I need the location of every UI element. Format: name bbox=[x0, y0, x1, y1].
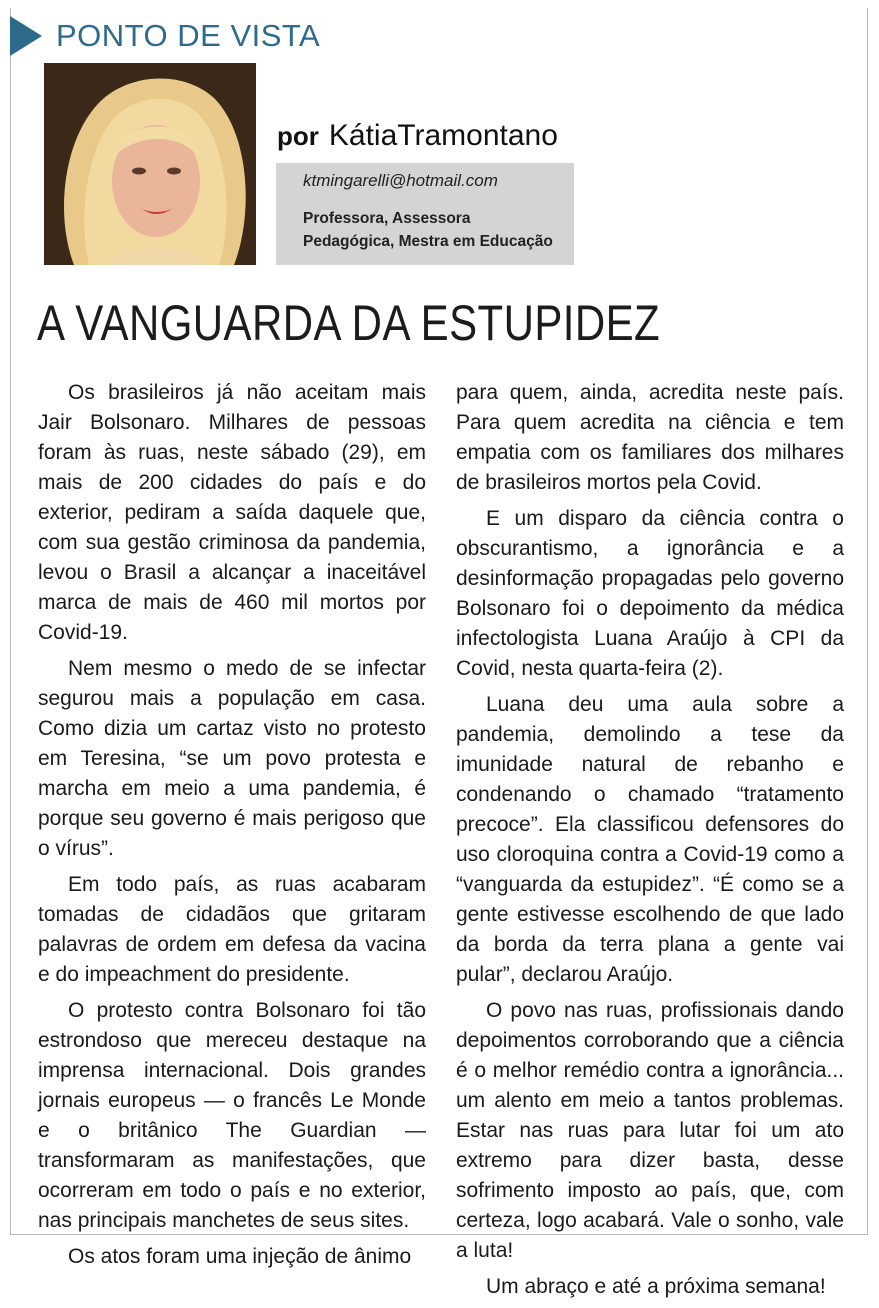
author-role-line: Professora, Assessora bbox=[303, 210, 471, 227]
article-paragraph: Os atos foram uma injeção de ânimo bbox=[68, 1245, 412, 1268]
author-portrait-image bbox=[44, 63, 256, 265]
author-role bbox=[303, 207, 553, 253]
author-email[interactable]: ktmingarelli@hotmail.com bbox=[303, 171, 498, 190]
article-paragraph: O protesto contra Bolsonaro foi tão estrondoso que mereceu destaque na imprensa internacional. Dois grandes jornais europeus — o francês Le Monde e o britânico The Guardian — transformaram as manifestações, que ocorreram em todo o país e no exterior, nas principais manchetes de seus sites. bbox=[38, 999, 426, 1232]
article-paragraph: Um abraço e até a próxima semana! bbox=[486, 1275, 826, 1298]
section-arrow-icon bbox=[10, 16, 42, 56]
article-paragraph: para quem, ainda, acredita neste país. Para quem acredita na ciência e tem empatia com os familiares dos milhares de brasileiros mortos pela Covid. bbox=[456, 381, 844, 494]
article-paragraph: O povo nas ruas, profissionais dando depoimentos corroborando que a ciência é o melhor remédio contra a ignorância... um alento em meio a tantos problemas. Estar nas ruas para lutar foi um ato extremo para dizer basta, desse sofrimento imposto ao país, que, com certeza, logo acabará. Vale o sonho, vale a luta! bbox=[456, 999, 844, 1262]
section-title: PONTO DE VISTA bbox=[56, 18, 321, 53]
author-role-line: Pedagógica, Mestra em Educação bbox=[303, 233, 553, 250]
article-paragraph: E um disparo da ciência contra o obscurantismo, a ignorância e a desinformação propagadas pelo governo Bolsonaro foi o depoimento da médica infectologista Luana Araújo à CPI da Covid, nesta quarta-feira (2). bbox=[456, 507, 844, 680]
article-column-left bbox=[38, 378, 426, 1278]
article-column-right bbox=[456, 378, 844, 1308]
author-photo bbox=[44, 63, 256, 265]
author-name: KátiaTramontano bbox=[328, 119, 558, 152]
article-paragraph: Os brasileiros já não aceitam mais Jair Bolsonaro. Milhares de pessoas foram às ruas, neste sábado (29), em mais de 200 cidades do país e do exterior, pediram a saída daquele que, com sua gestão criminosa da pandemia, levou o Brasil a alcançar a inaceitável marca de mais de 460 mil mortos por Covid-19. bbox=[38, 381, 426, 644]
author-info-box bbox=[276, 163, 574, 265]
article-paragraph: Em todo país, as ruas acabaram tomadas de cidadãos que gritaram palavras de ordem em defesa da vacina e do impeachment do presidente. bbox=[38, 873, 426, 986]
author-byline bbox=[277, 118, 558, 154]
article-paragraph: Luana deu uma aula sobre a pandemia, demolindo a tese da imunidade natural de rebanho e condenando o chamado “tratamento precoce”. Ela classificou defensores do uso cloroquina contra a Covid-19 como a “vanguarda da estupidez”. “É como se a gente estivesse escolhendo de que lado da borda da terra plana a gente vai pular”, declarou Araújo. bbox=[456, 693, 844, 986]
article-headline: A VANGUARDA DA ESTUPIDEZ bbox=[37, 295, 661, 351]
byline-prefix: por bbox=[277, 121, 319, 151]
article-paragraph: Nem mesmo o medo de se infectar segurou mais a população em casa. Como dizia um cartaz visto no protesto em Teresina, “se um povo protesta e marcha em meio a uma pandemia, é porque seu governo é mais perigoso que o vírus”. bbox=[38, 657, 426, 860]
